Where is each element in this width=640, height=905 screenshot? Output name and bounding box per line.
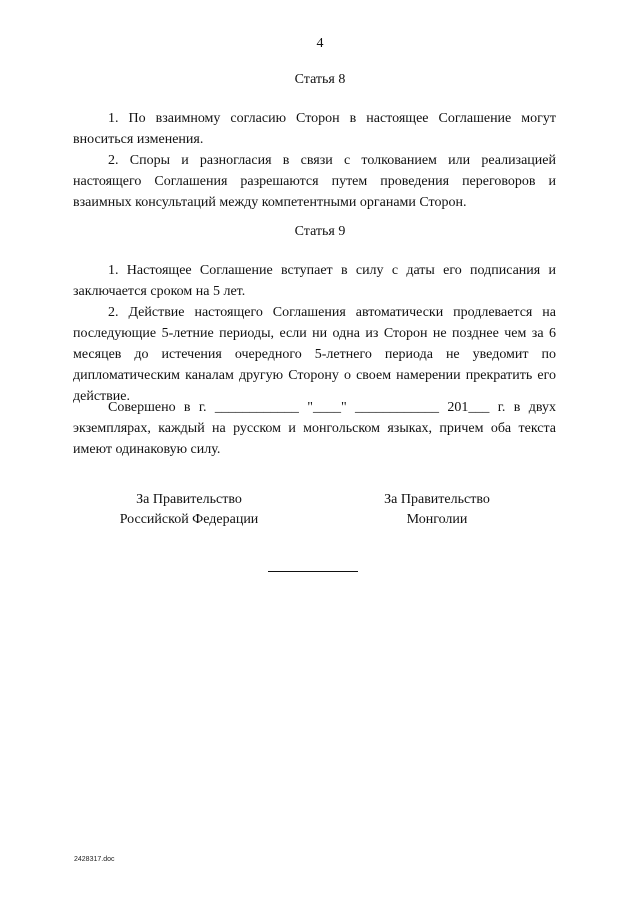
signature-mongolia-line-2: Монголии	[406, 512, 468, 527]
article-8-heading: Статья 8	[294, 72, 346, 87]
signature-russia-line-1: За Правительство	[136, 492, 242, 507]
article-9-paragraph-2: 2. Действие настоящего Соглашения автоматически продлевается на последующие 5-летние периоды, если ни одна из Сторон не позднее чем за 6 месяцев до истечения очередного 5-летнего периода не уведомит по дипломатическим каналам другую Сторону о своем намерении прекратить его действие.	[73, 305, 556, 404]
article-8-paragraph-2: 2. Споры и разногласия в связи с толкованием или реализацией настоящего Соглашения разрешаются путем проведения переговоров и взаимных консультаций между компетентными органами Сторон.	[73, 153, 556, 210]
signature-mongolia	[327, 490, 547, 530]
signature-mongolia-line-1: За Правительство	[384, 492, 490, 507]
footer-filename: 2428317.doc	[74, 856, 115, 863]
article-9-heading: Статья 9	[294, 224, 346, 239]
end-rule	[268, 571, 358, 572]
signature-russia	[79, 490, 299, 530]
signature-russia-line-2: Российской Федерации	[119, 512, 259, 527]
page-number: 4	[316, 36, 324, 51]
done-at-paragraph: Совершено в г. ____________ "____" ____________ 201___ г. в двух экземплярах, каждый на русском и монгольском языках, причем оба текста имеют одинаковую силу.	[73, 400, 556, 457]
article-8-paragraph-1: 1. По взаимному согласию Сторон в настоящее Соглашение могут вноситься изменения.	[73, 111, 556, 147]
article-9-paragraph-1: 1. Настоящее Соглашение вступает в силу с даты его подписания и заключается сроком на 5 лет.	[73, 263, 556, 299]
